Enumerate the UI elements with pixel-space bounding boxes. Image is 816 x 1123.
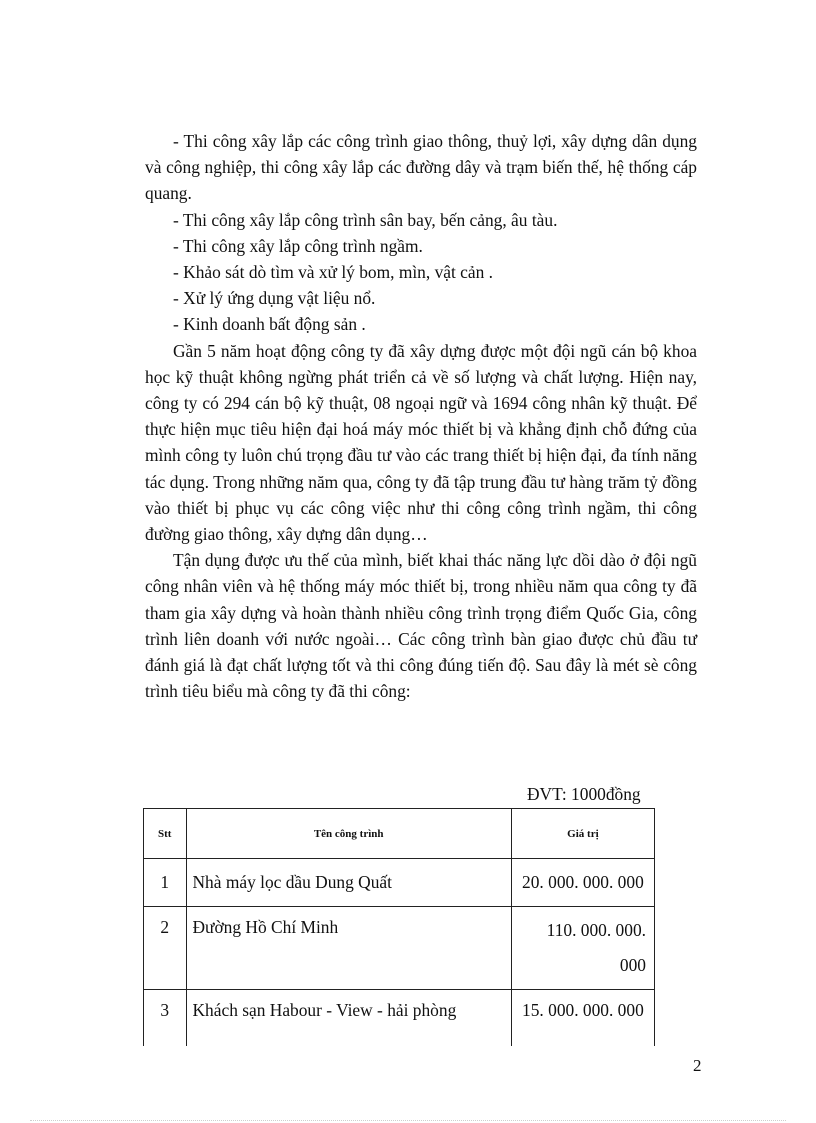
header-project-name: Tên công trình <box>186 809 511 859</box>
paragraph-projects: Tận dụng được ưu thế của mình, biết khai thác năng lực dồi dào ở đội ngũ công nhân viên và hệ thống máy móc thiết bị, trong nhiều năm qua công ty đã tham gia xây dựng và hoàn thành nhiều công trình trọng điểm Quốc Gia, công trình liên doanh với nước ngoài… Các công trình bàn giao được chủ đầu tư đánh giá là đạt chất lượng tốt và thi công đúng tiến độ. Sau đây là mét sè công trình tiêu biểu mà công ty đã thi công: <box>145 550 697 702</box>
table-row <box>144 907 655 990</box>
bullet-item: - Xử lý ứng dụng vật liệu nổ. <box>173 288 376 309</box>
bullet-item: - Thi công xây lắp công trình sân bay, bến cảng, âu tàu. <box>173 209 558 230</box>
row-project-name: Nhà máy lọc dầu Dung Quất <box>186 859 511 907</box>
table-header-row <box>144 809 655 859</box>
bullet-item: - Thi công xây lắp công trình ngầm. <box>173 235 423 256</box>
body-text <box>145 128 697 704</box>
row-value <box>511 859 654 907</box>
header-value: Giá trị <box>511 809 654 859</box>
table-row <box>144 859 655 907</box>
row-value-text: 15. 000. 000. 000 <box>522 1000 644 1020</box>
bullet-item: - Khảo sát dò tìm và xử lý bom, mìn, vật cản . <box>173 262 493 283</box>
projects-table <box>143 808 655 1046</box>
page-number: 2 <box>693 1056 702 1075</box>
row-stt: 2 <box>144 907 187 990</box>
row-value-line1: 110. 000. 000. <box>546 920 646 940</box>
header-stt: Stt <box>144 809 187 859</box>
row-value <box>511 907 654 990</box>
row-value <box>511 990 654 1047</box>
row-value-text: 20. 000. 000. 000 <box>522 872 644 892</box>
bullet-item: - Thi công xây lắp các công trình giao thông, thuỷ lợi, xây dựng dân dụng và công nghiệp, thi công xây lắp các đường dây và trạm biến thế, hệ thống cáp quang. <box>145 131 697 204</box>
footer-divider <box>30 1120 786 1121</box>
table-row <box>144 990 655 1047</box>
bullet-item: - Kinh doanh bất động sản . <box>173 314 366 335</box>
row-stt: 1 <box>144 859 187 907</box>
paragraph-company-staff: Gần 5 năm hoạt động công ty đã xây dựng được một đội ngũ cán bộ khoa học kỹ thuật không ngừng phát triển cả về số lượng và chất lượng. Hiện nay, công ty có 294 cán bộ kỹ thuật, 08 ngoại ngữ và 1694 công nhân kỹ thuật. Để thực hiện mục tiêu hiện đại hoá máy móc thiết bị và khẳng định chỗ đứng của mình công ty luôn chú trọng đầu tư vào các trang thiết bị hiện đại, đa tính năng tác dụng. Trong những năm qua, công ty đã tập trung đầu tư hàng trăm tỷ đồng vào thiết bị phục vụ các công việc như thi công công trình ngầm, thi công đường giao thông, xây dựng dân dụng… <box>145 340 697 545</box>
row-project-name: Khách sạn Habour - View - hải phòng <box>186 990 511 1047</box>
unit-label: ĐVT: 1000đồng <box>527 784 641 804</box>
row-value-line2: 000 <box>619 955 646 975</box>
row-project-name: Đường Hồ Chí Minh <box>186 907 511 990</box>
row-stt: 3 <box>144 990 187 1047</box>
